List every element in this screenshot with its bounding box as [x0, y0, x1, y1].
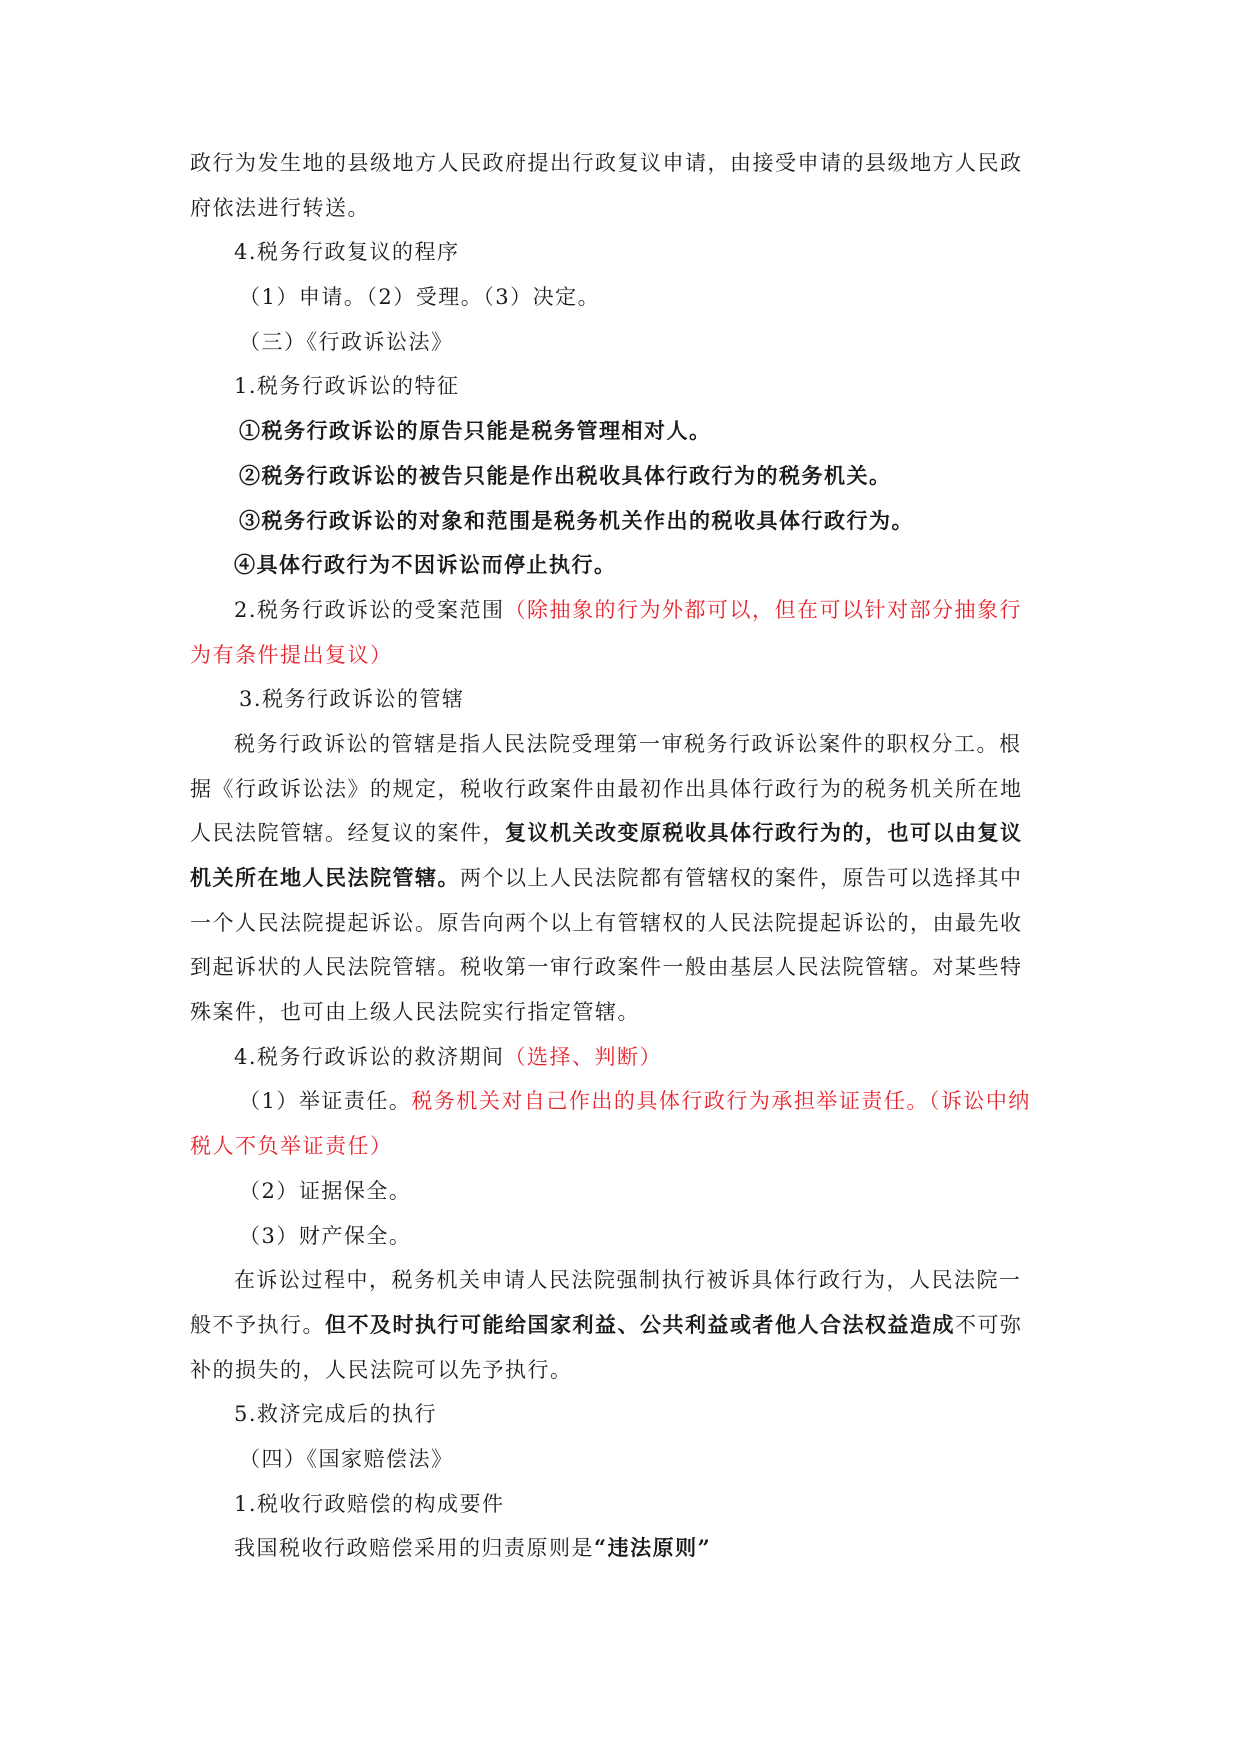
remedy-item: （2）证据保全。: [239, 1178, 412, 1203]
paragraph-line: 在诉讼过程中，税务机关申请人民法院强制执行被诉具体行政行为，人民法院一: [234, 1268, 1022, 1293]
paragraph-line: 据《行政诉讼法》的规定，税收行政案件由最初作出具体行政行为的税务机关所在地: [190, 776, 1023, 801]
text-run: 般不予执行。: [190, 1312, 325, 1337]
text-run: 人民法院管辖。经复议的案件，: [190, 821, 505, 846]
text-run: 我国税收行政赔偿采用的归责原则是: [234, 1536, 594, 1561]
remedy-item: [190, 1079, 1060, 1124]
emphasis-run: 但不及时执行可能给国家利益、公共利益或者他人合法权益造成: [325, 1311, 955, 1337]
feature-item: ②税务行政诉讼的被告只能是作出税收具体行政行为的税务机关。: [239, 462, 892, 488]
text-run: 两个以上人民法院都有管辖权的案件，原告可以选择其中: [460, 866, 1023, 890]
paragraph-line: [190, 856, 1060, 901]
paragraph-line: 殊案件，也可由上级人民法院实行指定管辖。: [190, 1000, 640, 1025]
document-body: [190, 141, 1060, 1571]
heading-features: 1.税务行政诉讼的特征: [234, 374, 460, 399]
scope-note-cont: 为有条件提出复议）: [190, 642, 393, 667]
feature-item: ①税务行政诉讼的原告只能是税务管理相对人。: [239, 418, 712, 444]
paragraph-line: 到起诉状的人民法院管辖。税收第一审行政案件一般由基层人民法院管辖。对某些特: [190, 955, 1023, 980]
paragraph-line: [190, 811, 1060, 856]
emphasis-run: 机关所在地人民法院管辖。: [190, 865, 460, 890]
feature-item: ④具体行政行为不因诉讼而停止执行。: [234, 552, 617, 578]
feature-item: ③税务行政诉讼的对象和范围是税务机关作出的税收具体行政行为。: [239, 507, 914, 533]
highlight-run: 税务机关对自己作出的具体行政行为承担举证责任。（诉讼中纳: [411, 1089, 1031, 1114]
heading-scope: [190, 588, 1060, 633]
emphasis-run: 复议机关改变原税收具体行政行为的，也可以由复议: [505, 820, 1023, 846]
section-heading-4: （四）《国家赔偿法》: [239, 1446, 454, 1471]
text-run: （1）举证责任。: [239, 1089, 412, 1114]
remedy-item: （3）财产保全。: [239, 1223, 412, 1248]
heading-execution: 5.救济完成后的执行: [234, 1402, 438, 1427]
paragraph-line: 一个人民法院提起诉讼。原告向两个以上有管辖权的人民法院提起诉讼的，由最先收: [190, 910, 1023, 935]
heading-procedure: 4.税务行政复议的程序: [234, 240, 460, 265]
paragraph-line: [190, 1526, 1060, 1571]
heading-scope-text: 2.税务行政诉讼的受案范围: [234, 597, 505, 622]
procedure-steps: （1）申请。（2）受理。（3）决定。: [239, 285, 601, 310]
emphasis-run: “违法原则”: [594, 1535, 712, 1561]
paragraph-line: 税务行政诉讼的管辖是指人民法院受理第一审税务行政诉讼案件的职权分工。根: [234, 731, 1022, 756]
heading-elements: 1.税收行政赔偿的构成要件: [234, 1491, 505, 1516]
heading-remedy: [190, 1035, 1060, 1080]
text-run: 不可弥: [955, 1312, 1023, 1337]
heading-remedy-text: 4.税务行政诉讼的救济期间: [234, 1044, 505, 1069]
paragraph-line: 政行为发生地的县级地方人民政府提出行政复议申请，由接受申请的县级地方人民政: [190, 151, 1023, 175]
highlight-run-cont: 税人不负举证责任）: [190, 1134, 393, 1159]
paragraph-line: [190, 1303, 1060, 1348]
paragraph-line: 府依法进行转送。: [190, 195, 370, 220]
heading-jurisdiction: 3.税务行政诉讼的管辖: [239, 687, 465, 712]
section-heading-3: （三）《行政诉讼法》: [239, 329, 454, 354]
remedy-note: （选择、判断）: [504, 1044, 663, 1069]
scope-note: （除抽象的行为外都可以，但在可以针对部分抽象行: [504, 597, 1023, 622]
paragraph-line: 补的损失的，人民法院可以先予执行。: [190, 1357, 573, 1382]
